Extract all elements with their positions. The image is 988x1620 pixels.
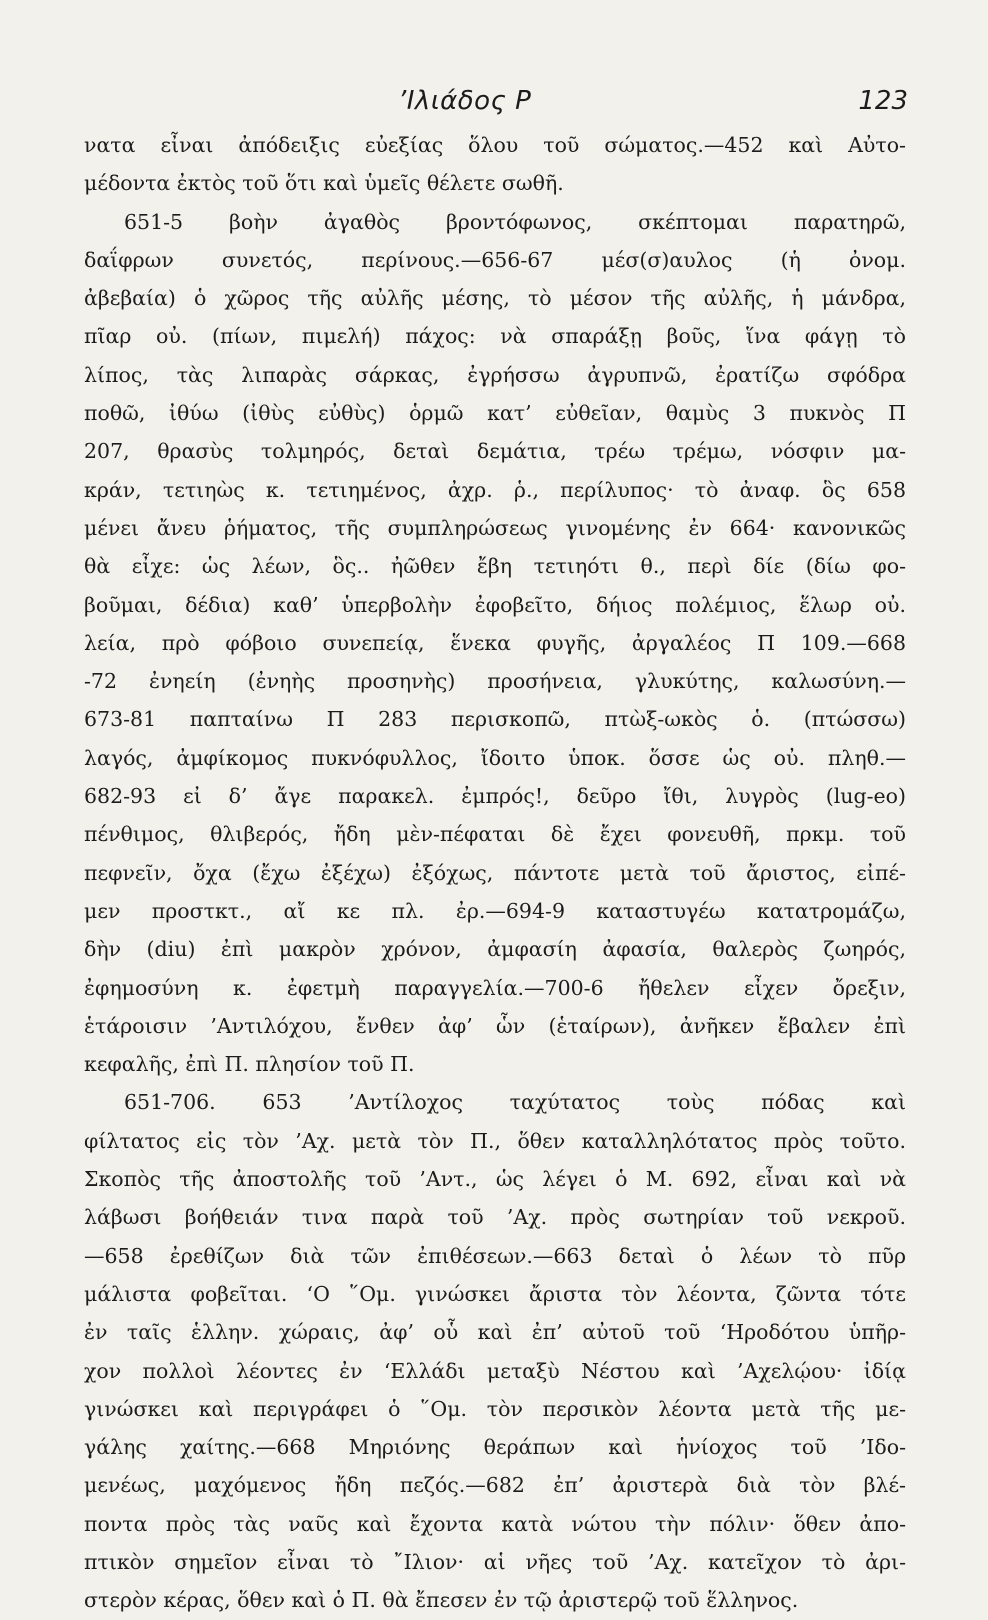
text-line: 673-81 παπταίνω Π 283 περισκοπῶ, πτὼξ-ωκὸς ὁ. (πτώσσω) (84, 707, 906, 732)
text-line: λάβωσι βοήθειάν τινα παρὰ τοῦ ’Αχ. πρὸς σωτηρίαν τοῦ νεκροῦ. (84, 1205, 906, 1230)
text-line: μάλιστα φοβεῖται. ‘Ο ῞Ομ. γινώσκει ἄριστα τὸν λέοντα, ζῶντα τότε (84, 1281, 906, 1306)
text-line: 207, θρασὺς τολμηρός, δεταὶ δεμάτια, τρέω τρέμω, νόσφιν μα- (84, 439, 906, 464)
page-header (0, 86, 988, 126)
text-line: ἐφημοσύνη κ. ἐφετμὴ παραγγελία.—700-6 ἤθελεν εἶχεν ὄρεξιν, (84, 975, 906, 1000)
text-line: λαγός, ἀμφίκομος πυκνόφυλλος, ἴδοιτο ὑποκ. ὅσσε ὡς οὐ. πληθ.— (84, 745, 906, 770)
text-line: γινώσκει καὶ περιγράφει ὁ ῞Ομ. τὸν περσικὸν λέοντα μετὰ τῆς με- (84, 1396, 906, 1421)
text-line: -72 ἐνηείη (ἐνηὴς προσηνὴς) προσήνεια, γλυκύτης, καλωσύνη.— (84, 669, 906, 694)
text-line: γάλης χαίτης.—668 Μηριόνης θεράπων καὶ ἡνίοχος τοῦ ’Ιδο- (84, 1435, 906, 1460)
text-line: μένει ἄνευ ῥήματος, τῆς συμπληρώσεως γινομένης ἐν 664· κανονικῶς (84, 515, 906, 540)
text-line: ἑτάροισιν ’Αντιλόχου, ἔνθεν ἀφ’ ὧν (ἑταίρων), ἀνῆκεν ἔβαλεν ἐπὶ (84, 1013, 906, 1038)
running-head: ’Ιλιάδος Ρ (398, 86, 532, 116)
text-line: θὰ εἶχε: ὡς λέων, ὃς.. ἠῶθεν ἔβη τετιηότι θ., περὶ δίε (δίω φο- (84, 554, 906, 579)
text-line: ποθῶ, ἰθύω (ἰθὺς εὐθὺς) ὁρμῶ κατ’ εὐθεῖαν, θαμὺς 3 πυκνὸς Π (84, 401, 906, 426)
text-line: 651-706. 653 ’Αντίλοχος ταχύτατος τοὺς πόδας καὶ (124, 1090, 906, 1115)
text-line: ἀβεβαία) ὁ χῶρος τῆς αὐλῆς μέσης, τὸ μέσον τῆς αὐλῆς, ἡ μάνδρα, (84, 286, 906, 311)
text-line: 651-5 βοὴν ἀγαθὸς βροντόφωνος, σκέπτομαι παρατηρῶ, (124, 209, 906, 234)
text-line: μέδοντα ἐκτὸς τοῦ ὅτι καὶ ὑμεῖς θέλετε σωθῆ. (84, 171, 564, 196)
body-text (84, 126, 906, 1620)
text-line: λεία, πρὸ φόβοιο συνεπείᾳ, ἕνεκα φυγῆς, ἀργαλέος Π 109.—668 (84, 630, 906, 655)
text-line: πῖαρ οὐ. (πίων, πιμελή) πάχος: νὰ σπαράξῃ βοῦς, ἵνα φάγῃ τὸ (84, 324, 906, 349)
text-line: βοῦμαι, δέδια) καθ’ ὑπερβολὴν ἐφοβεῖτο, δήιος πολέμιος, ἕλωρ οὐ. (84, 592, 906, 617)
text-line: φίλτατος εἰς τὸν ’Αχ. μετὰ τὸν Π., ὅθεν καταλληλότατος πρὸς τοῦτο. (84, 1128, 906, 1153)
text-line: Σκοπὸς τῆς ἀποστολῆς τοῦ ’Αντ., ὡς λέγει ὁ Μ. 692, εἶναι καὶ νὰ (84, 1167, 906, 1192)
text-line: μενέως, μαχόμενος ἤδη πεζός.—682 ἐπ’ ἀριστερὰ διὰ τὸν βλέ- (84, 1473, 906, 1498)
text-line: λίπος, τὰς λιπαρὰς σάρκας, ἐγρήσσω ἀγρυπνῶ, ἐρατίζω σφόδρα (84, 362, 906, 387)
text-line: κεφαλῆς, ἐπὶ Π. πλησίον τοῦ Π. (84, 1052, 415, 1077)
text-line: πένθιμος, θλιβερός, ἤδη μὲν-πέφαται δὲ ἔχει φονευθῆ, πρκμ. τοῦ (84, 822, 906, 847)
text-line: ποντα πρὸς τὰς ναῦς καὶ ἔχοντα κατὰ νώτου τὴν πόλιν· ὅθεν ἀπο- (84, 1511, 906, 1536)
text-line: 682-93 εἰ δ’ ἄγε παρακελ. ἐμπρός!, δεῦρο ἴθι, λυγρὸς (lug-eo) (84, 784, 906, 809)
text-line: ἐν ταῖς ἑλλην. χώραις, ἀφ’ οὗ καὶ ἐπ’ αὐτοῦ τοῦ ‘Ηροδότου ὑπῆρ- (84, 1320, 906, 1345)
text-line: νατα εἶναι ἀπόδειξις εὐεξίας ὅλου τοῦ σώματος.—452 καὶ Αὐτο- (84, 133, 906, 157)
text-line: κράν, τετιηὼς κ. τετιημένος, ἀχρ. ῥ., περίλυπος· τὸ ἀναφ. ὃς 658 (84, 477, 906, 502)
text-line: πτικὸν σημεῖον εἶναι τὸ ῎Ιλιον· αἱ νῆες τοῦ ’Αχ. κατεῖχον τὸ ἀρι- (84, 1549, 906, 1574)
text-line: χον πολλοὶ λέοντες ἐν ‘Ελλάδι μεταξὺ Νέστου καὶ ’Αχελῴου· ἰδίᾳ (84, 1358, 906, 1383)
text-line: πεφνεῖν, ὄχα (ἔχω ἐξέχω) ἐξόχως, πάντοτε μετὰ τοῦ ἄριστος, εἰπέ- (84, 860, 906, 885)
text-line: στερὸν κέρας, ὅθεν καὶ ὁ Π. θὰ ἔπεσεν ἐν τῷ ἀριστερῷ τοῦ ἕλληνος. (84, 1588, 799, 1613)
page-number: 123 (858, 86, 908, 116)
text-line: δαΐφρων συνετός, περίνους.—656-67 μέσ(σ)αυλος (ἡ ὀνομ. (84, 247, 906, 272)
text-line: μεν προστκτ., αἴ κε πλ. ἐρ.—694-9 καταστυγέω κατατρομάζω, (84, 898, 906, 923)
text-line: δὴν (diu) ἐπὶ μακρὸν χρόνον, ἀμφασίη ἀφασία, θαλερὸς ζωηρός, (84, 937, 906, 962)
text-line: —658 ἐρεθίζων διὰ τῶν ἐπιθέσεων.—663 δεταὶ ὁ λέων τὸ πῦρ (84, 1243, 906, 1268)
